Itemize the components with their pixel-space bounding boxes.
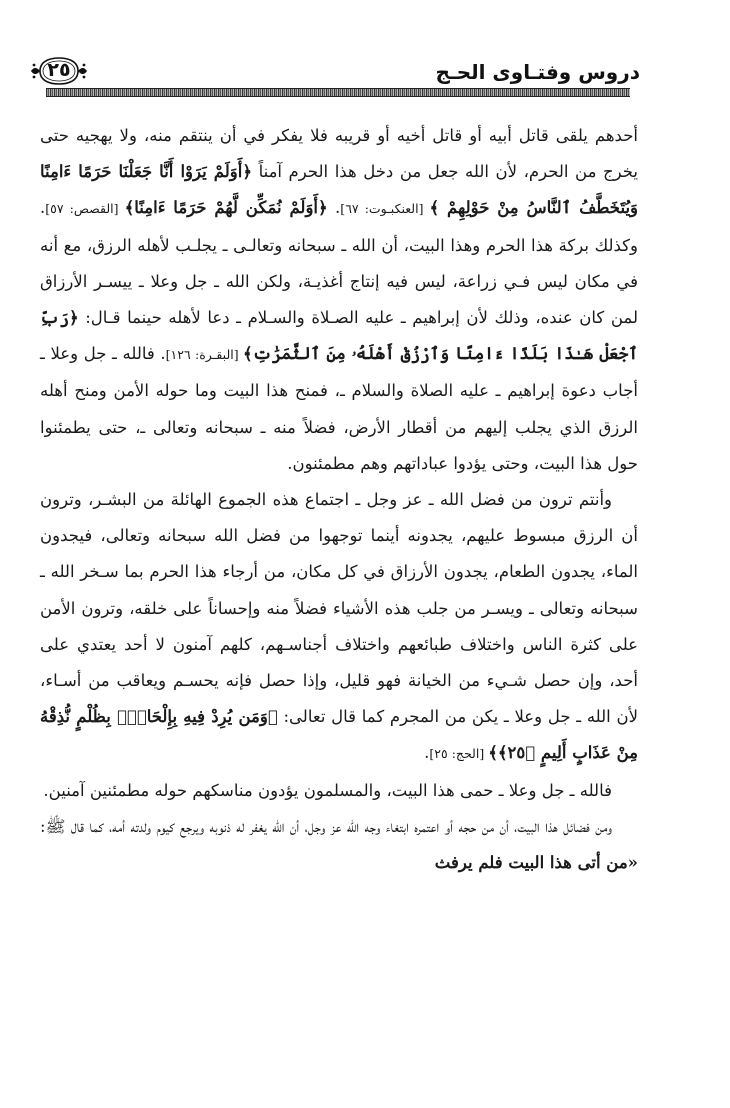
paragraph-text: . وكذلك بركة هذا الحرم وهذا البيت، أن الله ـ سبحانه وتعالـى ـ يجلـب لأهله الرزق، مع أنه في مكان ليس فـي زراعة، ليس فيه إنتاج أغذيـة، ولكن الله ـ جل وعلا ـ ييسـر الأرزاق لمن كان عنده، وذلك لأن إبراهيم ـ عليه الصـلاة والسـلام ـ دعا لأهله حينما قـال: (40, 198, 638, 328)
paragraph-text: . (327, 198, 341, 218)
quran-verse: ﴿أَوَلَمْ يَرَوْا أَنَّا جَعَلْنَا حَرَمًا ءَامِنًا وَيُتَخَطَّفُ ٱلنَّاسُ مِنْ حَوْلِهِمْ ﴾ (40, 162, 638, 218)
paragraph-text: أحدهم يلقى قاتل أبيه أو قاتل أخيه أو قريبه فلا يفكر في أن ينتقم منه، ولا يهجيه حتى يخرج من الحرم، لأن الله جعل من دخل هذا الحرم آمناً (40, 126, 639, 182)
paragraph (40, 482, 638, 773)
paragraph-text: . (424, 743, 430, 763)
verse-citation: [الحج: ٢٥] (429, 746, 489, 762)
hadith-quote: «من أتى هذا البيت فلم يرفث (434, 853, 638, 873)
quran-verse: ﴿أَوَلَمْ نُمَكِّن لَّهُمْ حَرَمًا ءَامِنًا﴾ (124, 198, 328, 218)
paragraph-text: ومن فضائل هذا البيت، أن من حجه أو اعتمره ابتغاء وجه الله عز وجل، أن الله يغفر له ذنوبه ويرجع كيوم ولدته أمه، كما قال ﷺ: (40, 816, 612, 836)
verse-citation: [القصص: ٥٧] (45, 201, 125, 217)
paragraph-text: وأنتم ترون من فضل الله ـ عز وجل ـ اجتماع هذه الجموع الهائلة من البشـر، وترون أن الرزق مبسوط عليهم، يجدونه أينما توجهوا من فضل الله سبحانه وتعالى، فيجدون الماء، يجدون الطعام، يجدون الأرزاق في كل مكان، من أرجاء هذا الحرم بما سـخر الله ـ سبحانه وتعالى ـ ويسـر من جلب هذه الأشياء فضلاً منه وإحساناً على خلقه، وترون الأمن على كثرة الناس واختلاف طبائعهم واختلاف أجناسـهم، كلهم آمنون لا أحد يعتدي على أحد، وإن حصل شـيء من الخيانة فهو قليل، وإذا حصل فإنه يحسـم ويعاقب من أسـاء، لأن الله ـ جل وعلا ـ يكن من المجرم كما قال تعالى: (40, 490, 639, 727)
page-body (40, 118, 638, 881)
paragraph (40, 809, 638, 881)
quran-verse: ﴿وَمَن يُرِدْ فِيهِ بِإِلْحَادٍۭ بِظُلْمٍ نُّذِقْهُ مِنْ عَذَابٍ أَلِيمٍ ﴿٢٥﴾﴾ (40, 707, 638, 763)
verse-citation: [العنكبـوت: ٦٧] (340, 201, 430, 217)
header-divider (46, 88, 630, 97)
page-number-ornament (30, 54, 88, 88)
paragraph-text: فالله ـ جل وعلا ـ حمى هذا البيت، والمسلمون يؤدون مناسكهم حوله مطمئنين آمنين. (43, 780, 612, 800)
paragraph (40, 118, 638, 482)
paragraph-text: . فالله ـ جل وعلا ـ أجاب دعوة إبراهيم ـ عليه الصلاة والسلام ـ، فمنح هذا البيت وما حوله الأمن ومنح أهله الرزق الذي يجلب إليهم من أقطار الأرض، فضلاً منه ـ سبحانه وتعالى ـ، حتى يطمئنوا حول هذا البيت، وحتى يؤدوا عباداتهم وهم مطمئنون. (40, 344, 638, 473)
book-title: دروس وفتـاوى الحـج (435, 60, 640, 84)
paragraph (40, 773, 638, 809)
verse-citation: [البقـرة: ١٢٦] (165, 347, 243, 363)
quran-verse: ﴿رَبِّ ٱجْعَلْ هَـٰذَا بَلَدًا ءَامِنًا وَٱرْزُقْ أَهْلَهُۥ مِنَ ٱلثَّمَرَٰتِ﴾ (40, 308, 638, 364)
page-number: ٢٥ (47, 59, 71, 81)
